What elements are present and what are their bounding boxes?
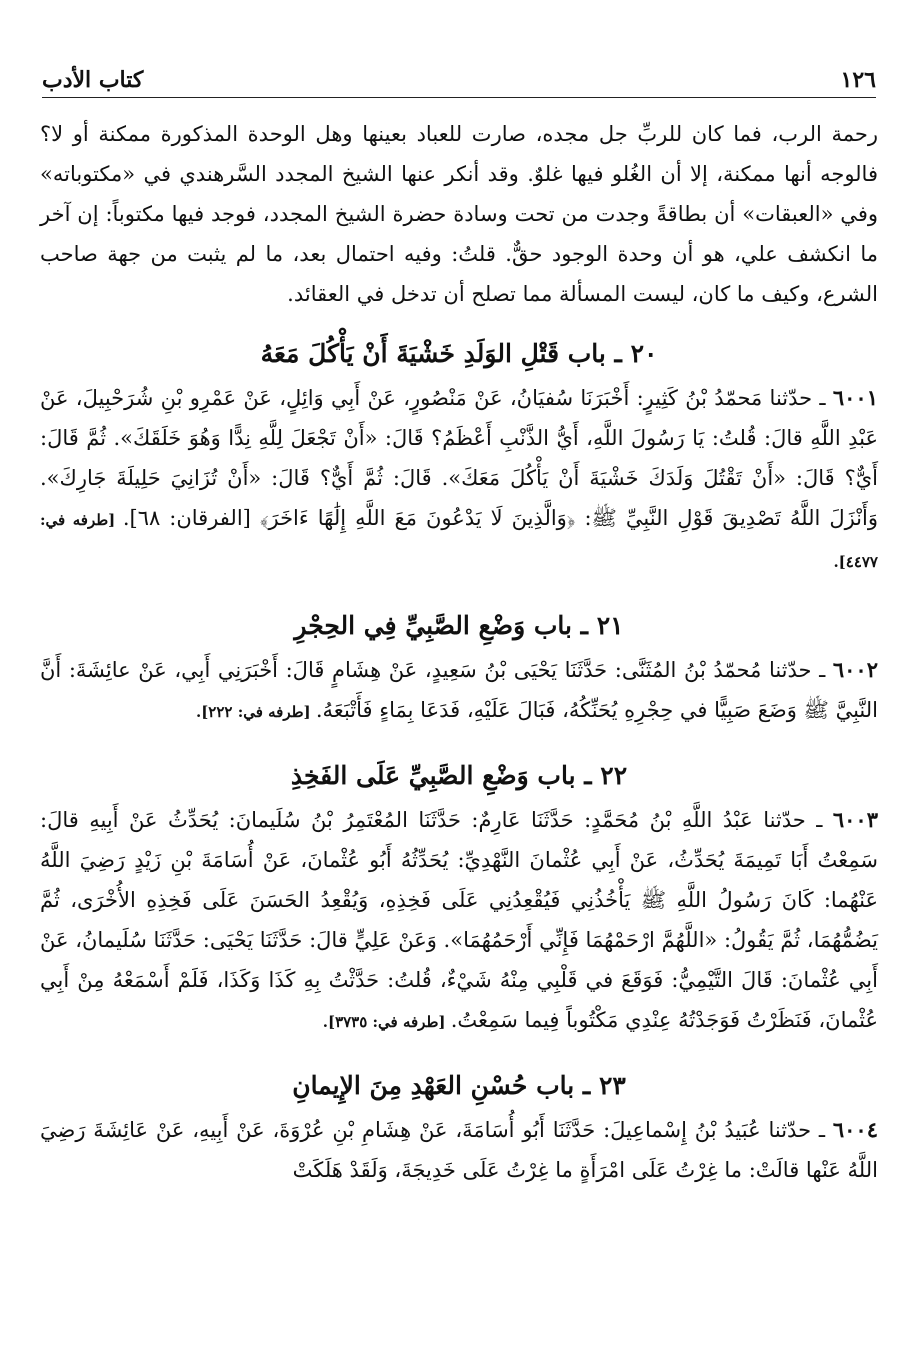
hadith-number: ٦٠٠٤ bbox=[832, 1117, 878, 1142]
chapter-21 bbox=[40, 604, 878, 732]
page-number: ١٢٦ bbox=[840, 67, 876, 93]
hadith-body: ـ حدّثنا عُبَيدُ بْنُ إِسْماعِيلَ: حَدَّثَنَا أَبُو أُسَامَةَ، عَنْ هِشَامِ بْنِ عُرْوَةَ، عَنْ أَبِيهِ، عَنْ عَائِشَةَ رَضِيَ اللَّهُ عَنْها قالَتْ: ما غِرْتُ عَلَى امْرَأَةٍ ما غِرْتُ عَلَى خَدِيجَةَ، وَلَقَدْ هَلَكَتْ bbox=[40, 1118, 878, 1182]
hadith-text bbox=[40, 378, 878, 582]
hadith-text bbox=[40, 1110, 878, 1192]
chapter-20 bbox=[40, 332, 878, 582]
cross-reference: [طرفه في: ٢٢٢]. bbox=[195, 703, 316, 721]
hadith-text bbox=[40, 800, 878, 1042]
chapter-heading: ٢٠ ـ باب قَتْلِ الوَلَدِ خَشْيَةَ أَنْ يَأْكُلَ مَعَهُ bbox=[260, 339, 658, 368]
running-header bbox=[42, 58, 876, 98]
hadith-number: ٦٠٠٢ bbox=[832, 657, 878, 682]
hadith-body: ـ حدّثنا عَبْدُ اللَّهِ بْنُ مُحَمَّدٍ: حَدَّثَنَا عَارِمٌ: حَدَّثَنَا المُعْتَمِرُ بْنُ سُلَيمانَ: يُحَدِّثُ عَنْ أَبِيهِ قالَ: سَمِعْتُ أَبَا تَمِيمَةَ يُحَدِّثُ، عَنْ أَبِي عُثْمانَ النَّهْدِيِّ: يُحَدِّثُهُ أَبُو عُثْمانَ، عَنْ أُسَامَةَ بْنِ زَيْدٍ رَضِيَ اللَّهُ عَنْهُما: كَانَ رَسُولُ اللَّهِ ﷺ يَأْخُذُنِي فَيُقْعِدُنِي عَلَى فَخِذِهِ، وَيُقْعِدُ الحَسَنَ عَلَى فَخِذِهِ الأُخْرَى، ثُمَّ يَضُمُّهُمَا، ثُمَّ يَقُولُ: «اللَّهُمَّ ارْحَمْهُمَا فَإِنِّي أَرْحَمُهُمَا». وَعَنْ عَلِيٍّ قالَ: حَدَّثَنَا يَحْيَى: حَدَّثَنَا سُلَيمانُ، عَنْ أَبِي عُثْمانَ: قَالَ التَّيْمِيُّ: فَوَقَعَ في قَلْبِي مِنْهُ شَيْءٌ، قُلتُ: حَدَّثْتُ بِهِ كَذَا وَكَذَا، فَلَمْ أَسْمَعْهُ مِنْ أَبِي عُثْمانَ، فَنَظَرْتُ فَوَجَدْتُهُ عِنْدِي مَكْتُوباً فِيما سَمِعْتُ. bbox=[40, 808, 878, 1032]
chapter-23 bbox=[40, 1064, 878, 1192]
hadith-body: ـ حدّثنا مُحمّدُ بْنُ المُثَنَّى: حَدَّثَنَا يَحْيَى بْنُ سَعِيدٍ، عَنْ هِشَامٍ قَالَ: أَخْبَرَنِي أَبِي، عَنْ عائِشَةَ: أَنَّ النَّبِيَّ ﷺ وَضَعَ صَبِيًّا في حِجْرِهِ يُحَنِّكُهُ، فَبَالَ عَلَيْهِ، فَدَعَا بِمَاءٍ فَأَتْبَعَهُ. bbox=[40, 658, 878, 722]
book-title: كتاب الأدب bbox=[42, 67, 144, 93]
page-body bbox=[40, 114, 878, 1214]
hadith-text bbox=[40, 650, 878, 732]
cross-reference: [طرفه في: ٤٤٧٧]. bbox=[40, 511, 878, 571]
chapter-heading: ٢٢ ـ باب وَضْعِ الصَّبِيِّ عَلَى الفَخِذِ bbox=[290, 761, 628, 790]
chapter-22 bbox=[40, 754, 878, 1042]
chapter-heading: ٢٣ ـ باب حُسْنِ العَهْدِ مِنَ الإِيمانِ bbox=[292, 1071, 626, 1100]
hadith-number: ٦٠٠١ bbox=[832, 385, 878, 410]
intro-paragraph: رحمة الرب، فما كان للربِّ جل مجده، صارت للعباد بعينها وهل الوحدة المذكورة ممكنة أو لا؟ فالوجه أنها ممكنة، إلا أن الغُلو فيها غلوٌ. وقد أنكر عنها الشيخ المجدد السَّرهندي في «مكتوباته» وفي «العبقات» أن بطاقةً وجدت من تحت وسادة حضرة الشيخ المجدد، فوجد فيها مكتوباً: إن آخر ما انكشف علي، هو أن وحدة الوجود حقٌّ. قلتُ: وفيه احتمال بعد، ما لم يثبت من جهة صاحب الشرع، وكيف ما كان، ليست المسألة مما تصلح أن تدخل في العقائد. bbox=[40, 122, 878, 306]
hadith-number: ٦٠٠٣ bbox=[832, 807, 878, 832]
chapter-heading: ٢١ ـ باب وَضْعِ الصَّبِيِّ فِي الحِجْرِ bbox=[294, 611, 624, 640]
hadith-body: ـ حدّثنا مَحمّدُ بْنُ كَثِيرٍ: أَخْبَرَنَا سُفيَانُ، عَنْ مَنْصُورٍ، عَنْ أَبِي وَائِلٍ، عَنْ عَمْرِو بْنِ شُرَحْبِيلَ، عَنْ عَبْدِ اللَّهِ قالَ: قُلتُ: يَا رَسُولَ اللَّهِ، أَيُّ الذَّنْبِ أَعْظَمُ؟ قَالَ: «أَنْ تَجْعَلَ لِلَّهِ نِدًّا وَهُوَ خَلَقَكَ». ثُمَّ قَالَ: أَيٌّ؟ قَالَ: «أَنْ تَقْتُلَ وَلَدَكَ خَشْيَةَ أَنْ يَأْكُلَ مَعَكَ». قَالَ: ثُمَّ أَيٌّ؟ قَالَ: «أَنْ تُزَانِيَ حَلِيلَةَ جَارِكَ». وَأَنْزَلَ اللَّهُ تَصْدِيقَ قَوْلِ النَّبِيِّ ﷺ: ﴿وَالَّذِينَ لَا يَدْعُونَ مَعَ اللَّهِ إِلَٰهًا ءَاخَرَ﴾ [الفرقان: ٦٨]. bbox=[40, 386, 878, 530]
cross-reference: [طرفه في: ٣٧٣٥]. bbox=[322, 1013, 451, 1031]
